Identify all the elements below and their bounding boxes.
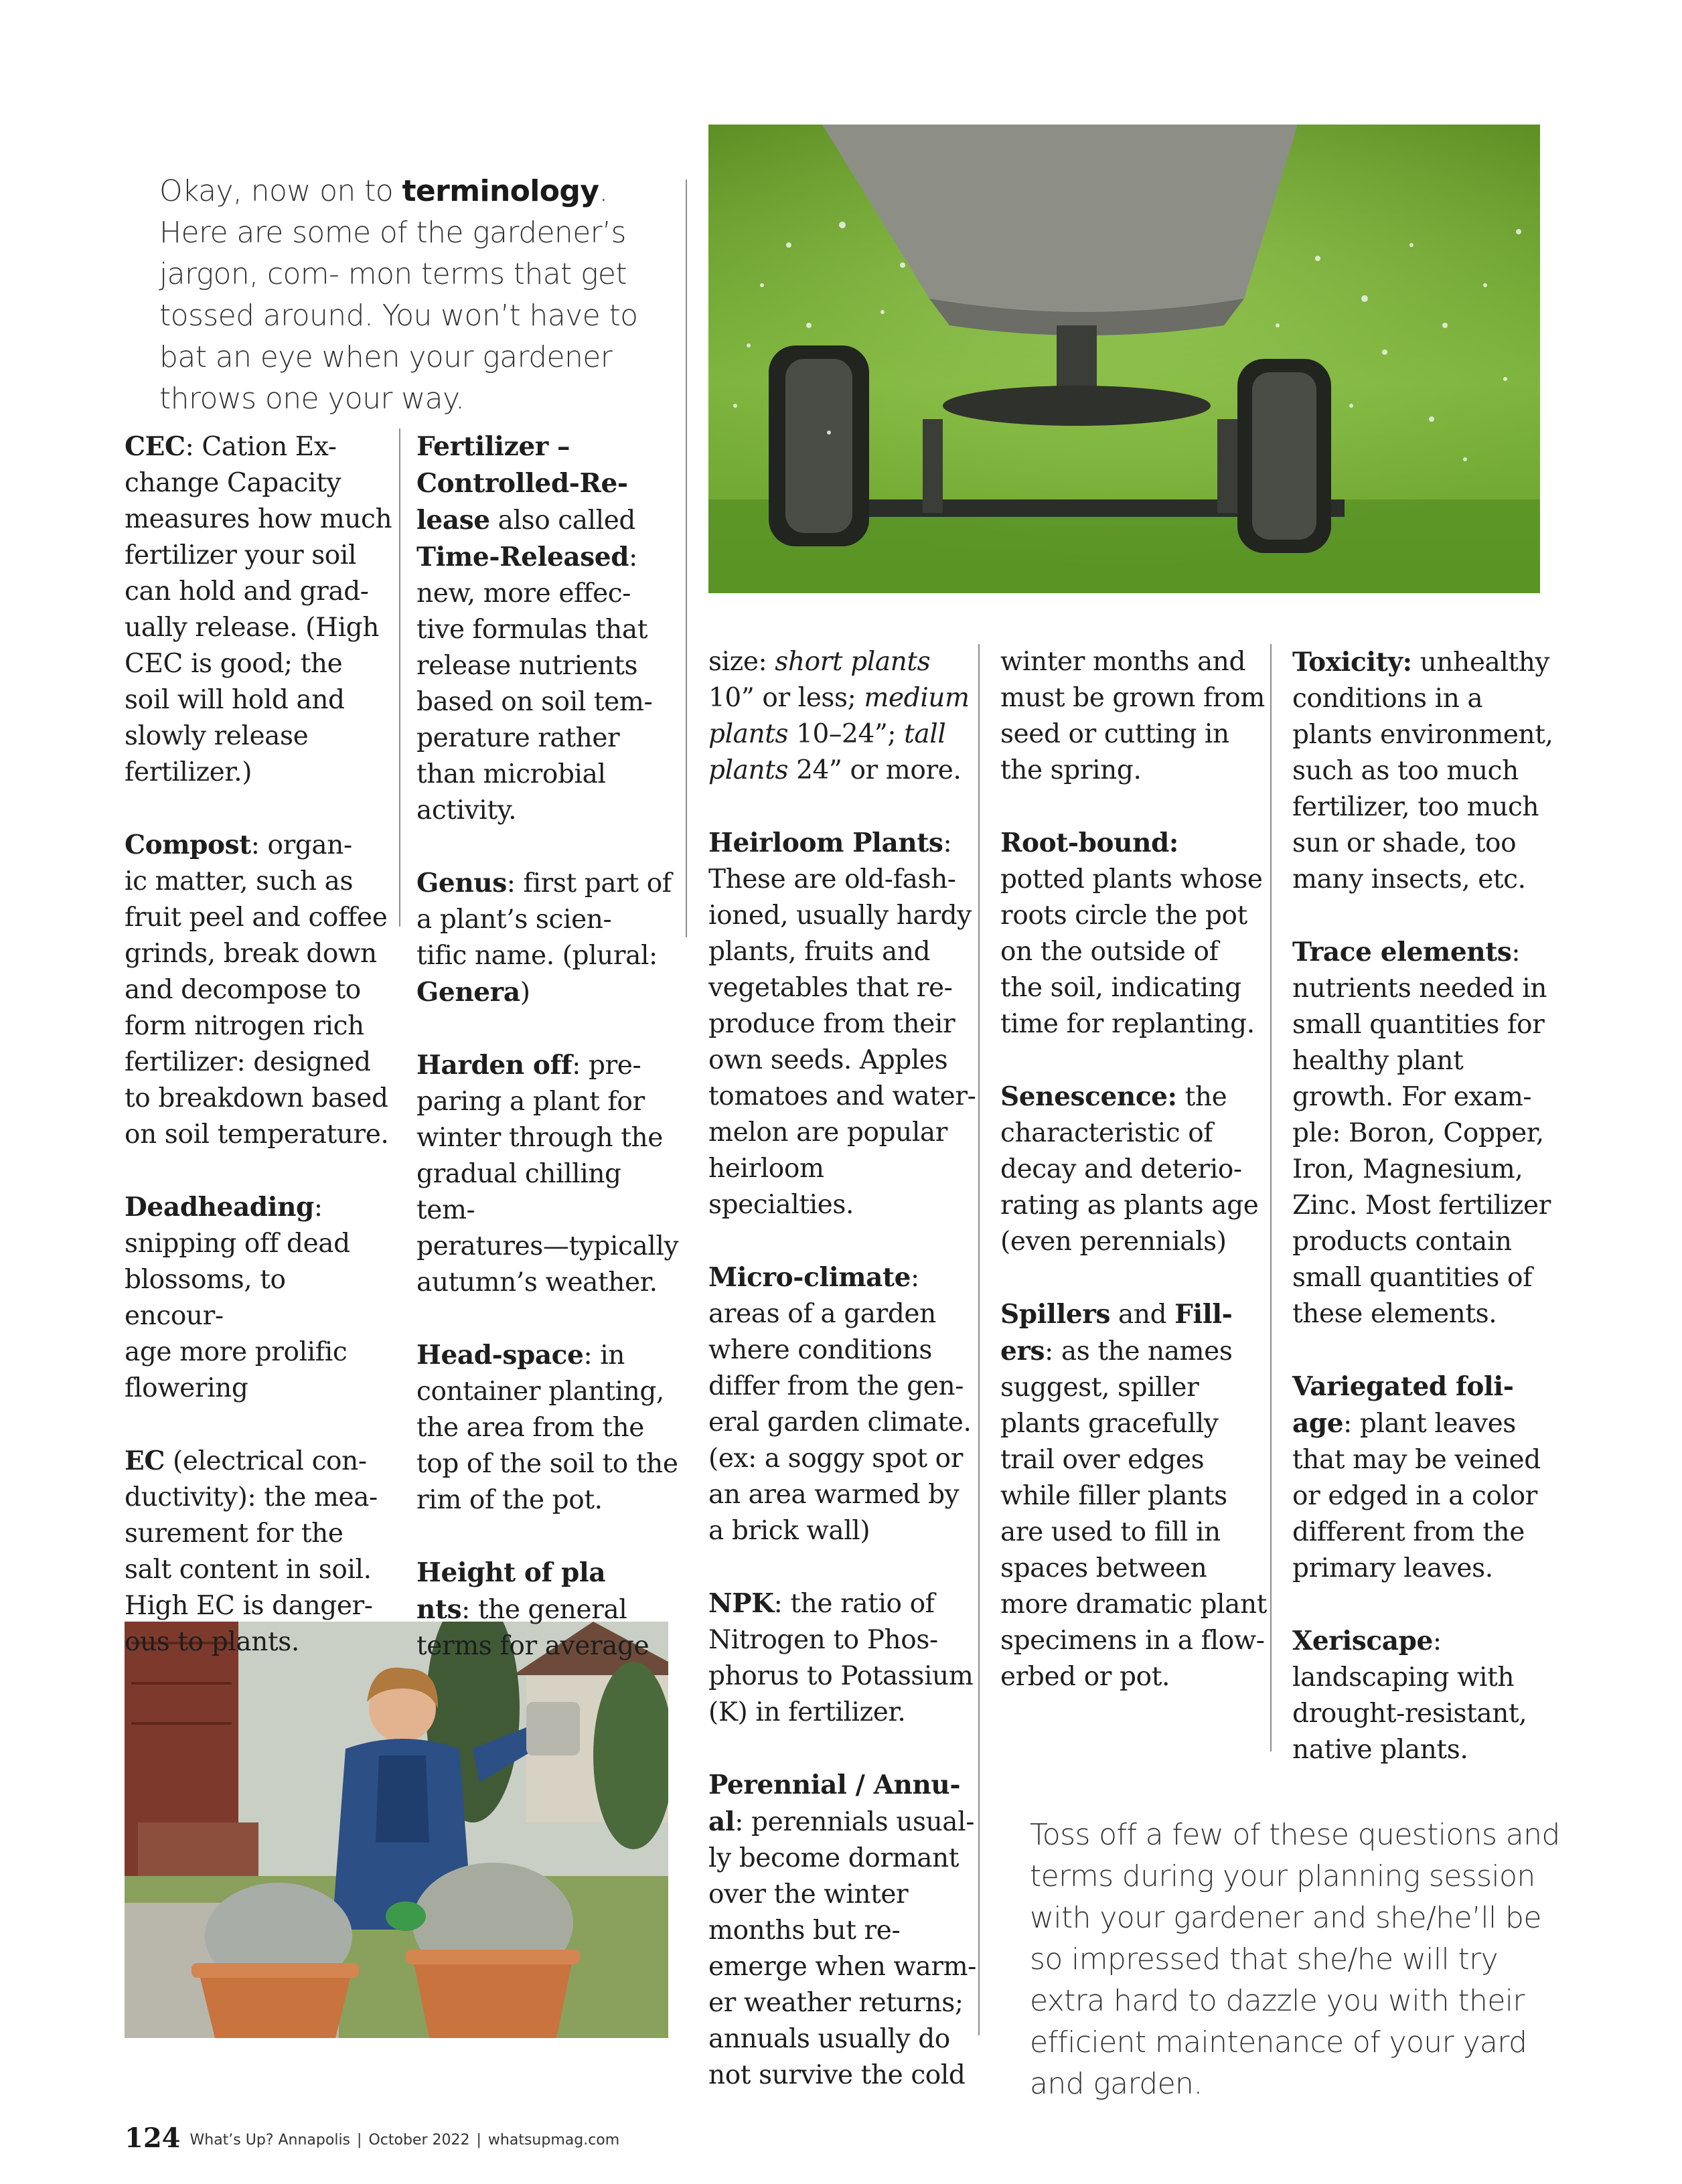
column-rule xyxy=(1270,644,1272,1751)
term-root-bound: Root-bound: potted plants whose roots circle the pot on the outside of the soil, indicating time for replanting. xyxy=(1000,828,1263,1039)
term-trace-elements: Trace elements: nutrients needed in small quantities for healthy plant growth. For exam- ple: Boron, Copper, Iron, Magnesium, Zinc. Most fertilizer products contain small quantities of these elements. xyxy=(1292,937,1551,1329)
footer-separator: | xyxy=(357,2132,362,2149)
page-footer xyxy=(125,2122,619,2154)
term-spillers-fillers: Spillers and Fill- ers: as the names suggest, spiller plants gracefully trail over edges while filler plants are used to fill in spaces between more dramatic plant specimens in a flow- erbed or pot. xyxy=(1000,1299,1267,1692)
term-height-of-plants-continued: size: short plants 10” or less; medium plants 10–24”; tall plants 24” or more. xyxy=(708,647,970,785)
page-number: 124 xyxy=(125,2122,181,2154)
term-compost: Compost: organ- ic matter, such as fruit peel and coffee grinds, break down and decompose to form nitrogen rich fertilizer: designed to breakdown based on soil temperature. xyxy=(125,830,389,1150)
intro-text: Okay, now on to terminology. Here are some of the gardener’s jargon, com- mon terms that get tossed around. You won’t have to bat an eye when your gardener throws one your way. xyxy=(159,174,638,416)
glossary-column-3 xyxy=(708,644,976,2130)
term-perennial-annual: Perennial / Annu- al: perennials usual- ly become dormant over the winter months but re- emerge when warm- er weather returns; annuals usually do not survive the cold xyxy=(708,1770,976,2090)
term-head-space: Head-space: in container planting, the area from the top of the soil to the rim of the pot. xyxy=(416,1340,678,1515)
outro-text: Toss off a few of these questions and terms during your planning session with your gardener and she/he’ll be so impressed that she/he will try extra hard to dazzle you with their efficient maintenance of your yard and garden. xyxy=(1030,1818,1560,2101)
term-cec: CEC: Cation Ex- change Capacity measures how much fertilizer your soil can hold and grad- ually release. (High CEC is good; the soil will hold and slowly release fertilizer.) xyxy=(125,431,392,787)
term-height-of-plants: Height of pla nts: the general terms for average xyxy=(416,1557,649,1661)
term-ec: EC (electrical con- ductivity): the mea- surement for the salt content in soil. High EC is danger- ous to plants. xyxy=(125,1446,378,1657)
column-rule xyxy=(978,644,980,2035)
term-perennial-annual-continued: winter months and must be grown from seed or cutting in the spring. xyxy=(1000,647,1265,785)
publication-name: What’s Up? Annapolis xyxy=(189,2132,351,2149)
issue-date: October 2022 xyxy=(368,2132,470,2149)
term-heirloom-plants: Heirloom Plants: These are old-fash- ioned, usually hardy plants, fruits and vegetables that re- produce from their own seeds. Apples tomatoes and water- melon are popular heirloom specialties. xyxy=(708,828,976,1220)
term-xeriscape: Xeriscape: landscaping with drought-resistant, native plants. xyxy=(1292,1626,1527,1765)
glossary-column-4 xyxy=(1000,644,1268,1731)
spreader-photo xyxy=(708,125,1540,593)
term-fertilizer: Fertilizer – Controlled-Re- lease also called Time-Released: new, more effec- tive formulas that release nutrients based on soil tem- perature rather than microbial activity. xyxy=(416,431,653,826)
glossary-column-5 xyxy=(1292,644,1560,1804)
column-rule xyxy=(399,428,400,927)
footer-separator: | xyxy=(476,2132,481,2149)
term-senescence: Senescence: the characteristic of decay and deterio- rating as plants age (even perennials) xyxy=(1000,1081,1259,1257)
column-rule xyxy=(686,179,687,937)
term-variegated-foliage: Variegated foli- age: plant leaves that may be veined or edged in a color different from the primary leaves. xyxy=(1292,1371,1541,1583)
intro-keyword: terminology xyxy=(402,174,599,208)
website: whatsupmag.com xyxy=(487,2132,620,2149)
glossary-column-1 xyxy=(125,428,392,1697)
term-micro-climate: Micro-climate: areas of a garden where conditions differ from the gen- eral garden climate. (ex: a soggy spot or an area warmed by a brick wall) xyxy=(708,1262,972,1546)
term-npk: NPK: the ratio of Nitrogen to Phos- phorus to Potassium (K) in fertilizer. xyxy=(708,1588,974,1727)
term-genus: Genus: first part of a plant’s scien- tific name. (plural: Genera) xyxy=(416,868,672,1008)
term-deadheading: Deadheading: snipping off dead blossoms, to encour- age more prolific flowering xyxy=(125,1192,350,1403)
glossary-column-2 xyxy=(416,428,684,1701)
term-harden-off: Harden off: pre- paring a plant for winter through the gradual chilling tem- peratures—typically autumn’s weather. xyxy=(416,1050,679,1298)
term-toxicity: Toxicity: unhealthy conditions in a plants environment, such as too much fertilizer, too much sun or shade, too many insects, etc. xyxy=(1292,647,1553,894)
spreader-illustration xyxy=(708,125,1540,593)
